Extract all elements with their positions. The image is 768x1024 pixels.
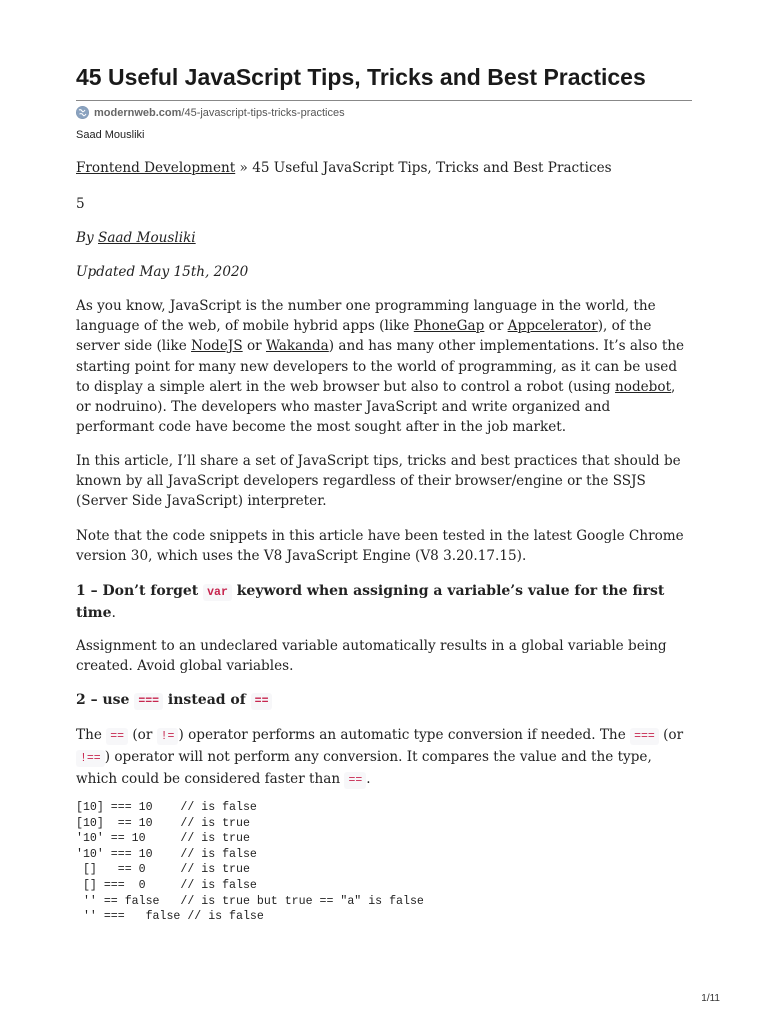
byline [76,228,692,248]
code-block [76,800,424,925]
breadcrumb [76,158,692,178]
appcelerator-link[interactable]: Appcelerator [507,318,598,335]
inline-code: === [630,728,659,745]
body-text: (or [128,727,157,743]
intro-text: ) and has many other implementations. It’s also the starting point for many new developers to the world of programming, as it can be used to display a simple alert in the web browser but also to control a robot (using [76,338,685,395]
code-line: '10' == 10 // is true [76,832,250,846]
article-paragraph: In this article, I’ll share a set of JavaScript tips, tricks and best practices that should be known by all JavaScript developers regardless of their browser/engine or the SSJS (Server Side JavaScript) interpreter. [76,453,681,510]
source-url[interactable] [76,106,345,119]
nodebot-link[interactable]: nodebot [615,378,672,395]
article-paragraph: Note that the code snippets in this article have been tested in the latest Google Chrome version 30, which uses the V8 JavaScript Engine (V8 3.20.17.15). [76,528,684,565]
title-divider [76,100,692,101]
body-text: . [366,771,371,788]
tip-1-body: Assignment to an undeclared variable automatically results in a global variable being created. Avoid global variables. [76,638,667,675]
breadcrumb-separator: » [235,160,253,176]
inline-code: == [344,772,366,789]
heading-text: instead of [163,692,251,708]
code-line: '' == false // is true but true == "a" is false [76,894,424,908]
inline-code: !== [76,750,105,767]
inline-code: != [157,728,179,745]
body-text: (or [658,727,684,743]
intro-text: , or nodruino). The developers who master JavaScript and write organized and performant code have become the most sought after in the job market. [76,378,676,436]
phonegap-link[interactable]: PhoneGap [413,318,485,335]
page-number: 1/11 [701,993,720,1004]
breadcrumb-category-link[interactable]: Frontend Development [76,160,236,176]
tip-1-heading [76,581,692,623]
wakanda-link[interactable]: Wakanda [265,338,329,355]
nodejs-link[interactable]: NodeJS [191,338,243,355]
body-text: ) operator will not perform any conversion. It compares the value and the type, which could be considered faster than [76,749,652,788]
source-path[interactable]: /45-javascript-tips-tricks-practices [181,106,345,119]
source-domain[interactable]: modernweb.com [94,106,182,119]
byline-author-link[interactable]: Saad Mousliki [98,230,196,246]
heading-text: . [111,605,116,622]
heading-text: 2 – use [76,692,135,708]
inline-code: var [203,584,232,601]
code-line: [10] === 10 // is false [76,801,257,814]
intro-text: As you know, JavaScript is the number one programming language in the world, the language of the web, of mobile hybrid apps (like [76,298,656,335]
code-line: '10' === 10 // is false [76,847,257,861]
intro-text: ), of the server side (like [76,318,652,355]
code-line: [] == 0 // is true [76,863,250,877]
updated-date: Updated May 15th, 2020 [76,264,249,280]
heading-text: 1 – Don’t forget [76,583,204,599]
heading-text: keyword when assigning a variable’s value for the first time [76,583,665,622]
code-line: [10] == 10 // is true [76,816,250,830]
breadcrumb-current: 45 Useful JavaScript Tips, Tricks and Best Practices [252,160,612,176]
intro-text: or [242,338,266,355]
tip-2-heading [76,690,692,712]
code-line: [] === 0 // is false [76,878,257,892]
body-text: ) operator performs an automatic type conversion if needed. The [178,727,631,743]
inline-code: == [251,693,273,710]
comment-count: 5 [76,196,85,212]
header-author: Saad Mousliki [76,129,145,141]
tip-2-body [76,725,692,792]
intro-text: or [484,318,508,335]
body-text: The [76,727,107,743]
code-line: '' === false // is false [76,910,264,924]
intro-paragraph [76,296,692,437]
inline-code: === [134,693,163,710]
byline-prefix: By [76,230,98,246]
globe-icon [76,106,89,119]
inline-code: == [106,728,128,745]
page-title: 45 Useful JavaScript Tips, Tricks and Best Practices [76,64,646,90]
